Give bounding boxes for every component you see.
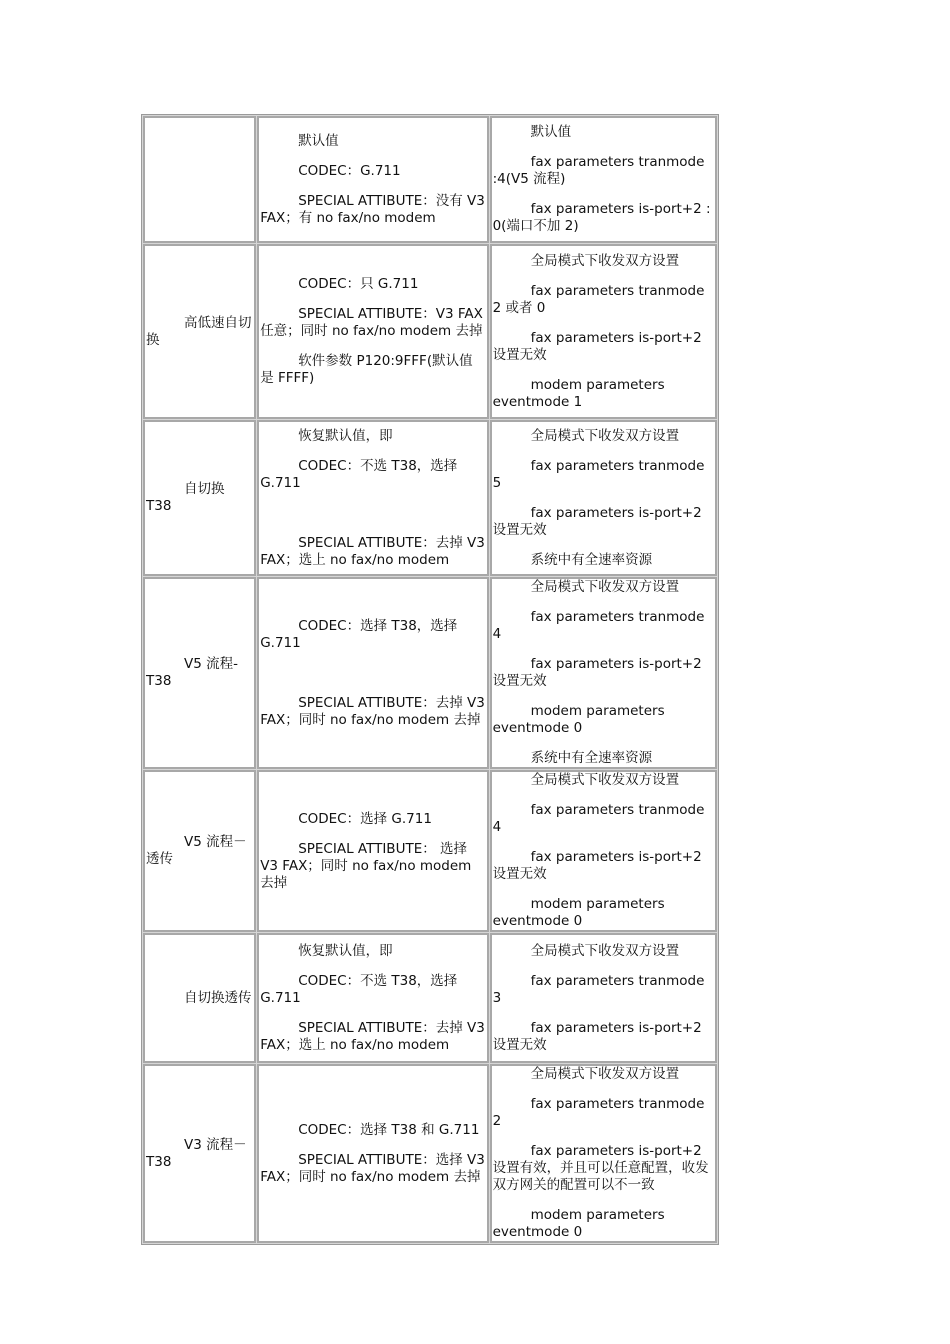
mode-cell: [143, 577, 256, 769]
codec-line: SPECIAL ATTIBUTE：V3 FAX 任意；同时 no fax/no modem 去掉: [260, 306, 483, 339]
mode-label: 自切换 T38: [146, 481, 225, 514]
fax-cell: [490, 420, 717, 576]
fax-line: fax parameters is-port+2 设置有效，并且可以任意配置，收发双方网关的配置可以不一致: [492, 1143, 709, 1193]
fax-line: fax parameters is-port+2 设置无效: [492, 504, 702, 538]
codec-line: SPECIAL ATTIBUTE：去掉 V3 FAX；选上 no fax/no modem: [260, 534, 485, 568]
table-row: [143, 770, 717, 932]
fax-cell: [490, 577, 717, 769]
codec-cell: [257, 420, 488, 576]
fax-line: 系统中有全速率资源: [530, 551, 653, 568]
fax-line: fax parameters tranmode 4: [492, 609, 705, 642]
fax-line: 全局模式下收发双方设置: [530, 1066, 680, 1082]
fax-line: fax parameters is-port+2 设置无效: [492, 1019, 702, 1053]
codec-line: SPECIAL ATTIBUTE：去掉 V3 FAX；同时 no fax/no modem 去掉: [260, 694, 485, 728]
mode-cell: [143, 116, 256, 243]
fax-cell: [490, 116, 717, 243]
codec-line: SPECIAL ATTIBUTE：去掉 V3 FAX；选上 no fax/no modem: [260, 1019, 485, 1053]
fax-cell: [490, 933, 717, 1063]
codec-line: 恢复默认值，即: [298, 427, 393, 444]
mode-label: V5 流程-T38: [146, 656, 238, 689]
codec-line: 软件参数 P120:9FFF(默认值是 FFFF): [260, 353, 473, 386]
fax-line: fax parameters tranmode 2 或者 0: [492, 282, 705, 316]
fax-line: modem parameters eventmode 1: [492, 376, 665, 410]
codec-line: CODEC：选择 G.711: [298, 810, 432, 827]
codec-line: 恢复默认值，即: [298, 942, 393, 959]
codec-cell: [257, 1064, 488, 1243]
codec-line: CODEC：只 G.711: [298, 276, 419, 292]
codec-cell: [257, 116, 488, 243]
mode-label: V3 流程－T38: [146, 1136, 247, 1170]
fax-line: 全局模式下收发双方设置: [530, 579, 680, 595]
table-row: [143, 577, 717, 769]
mode-label: V5 流程－透传: [146, 834, 247, 867]
table-row: [143, 116, 717, 243]
fax-cell: [490, 244, 717, 419]
fax-line: fax parameters is-port+2 设置无效: [492, 849, 702, 882]
fax-line: 全局模式下收发双方设置: [530, 942, 680, 959]
fax-line: modem parameters eventmode 0: [492, 896, 665, 929]
codec-line: CODEC：选择 T38 和 G.711: [298, 1121, 480, 1138]
fax-line: fax parameters tranmode 2: [492, 1096, 705, 1129]
fax-line: 全局模式下收发双方设置: [530, 427, 680, 444]
mode-cell: [143, 770, 256, 932]
codec-line: 默认值: [298, 132, 339, 149]
fax-line: fax parameters is-port+2 设置无效: [492, 329, 702, 363]
codec-line: SPECIAL ATTIBUTE： 选择 V3 FAX；同时 no fax/no modem 去掉: [260, 840, 472, 891]
mode-cell: [143, 244, 256, 419]
fax-line: fax parameters tranmode 5: [492, 457, 705, 491]
fax-line: modem parameters eventmode 0: [492, 703, 665, 736]
fax-line: 全局模式下收发双方设置: [530, 252, 680, 269]
table-row: [143, 1064, 717, 1243]
fax-line: 默认值: [530, 124, 572, 140]
mode-label: 高低速自切换: [146, 314, 252, 348]
codec-line: SPECIAL ATTIBUTE：没有 V3 FAX；有 no fax/no modem: [260, 192, 485, 226]
fax-line: fax parameters tranmode :4(V5 流程): [492, 154, 705, 187]
codec-line: CODEC：选择 T38，选择 G.711: [260, 617, 458, 651]
table-row: [143, 244, 717, 419]
fax-cell: [490, 770, 717, 932]
fax-line: 系统中有全速率资源: [530, 750, 653, 766]
fax-config-table: [141, 114, 719, 1245]
codec-line: CODEC：不选 T38，选择 G.711: [260, 457, 458, 491]
codec-cell: [257, 770, 488, 932]
fax-line: fax parameters is-port+2 设置无效: [492, 656, 702, 689]
codec-line: CODEC：G.711: [298, 162, 401, 179]
table-row: [143, 420, 717, 576]
fax-line: fax parameters is-port+2 : 0(端口不加 2): [492, 201, 711, 234]
fax-line: fax parameters tranmode 4: [492, 802, 705, 835]
codec-cell: [257, 577, 488, 769]
mode-cell: [143, 420, 256, 576]
fax-line: modem parameters eventmode 0: [492, 1207, 665, 1240]
mode-cell: [143, 933, 256, 1063]
spacer: [260, 665, 485, 695]
codec-line: CODEC：不选 T38，选择 G.711: [260, 972, 458, 1006]
mode-cell: [143, 1064, 256, 1243]
codec-line: SPECIAL ATTIBUTE：选择 V3 FAX；同时 no fax/no modem 去掉: [260, 1151, 485, 1185]
codec-cell: [257, 244, 488, 419]
fax-cell: [490, 1064, 717, 1243]
mode-label: 自切换透传: [184, 989, 252, 1006]
fax-line: fax parameters tranmode 3: [492, 972, 705, 1006]
fax-line: 全局模式下收发双方设置: [530, 772, 680, 788]
codec-cell: [257, 933, 488, 1063]
spacer: [260, 505, 485, 535]
table-row: [143, 933, 717, 1063]
